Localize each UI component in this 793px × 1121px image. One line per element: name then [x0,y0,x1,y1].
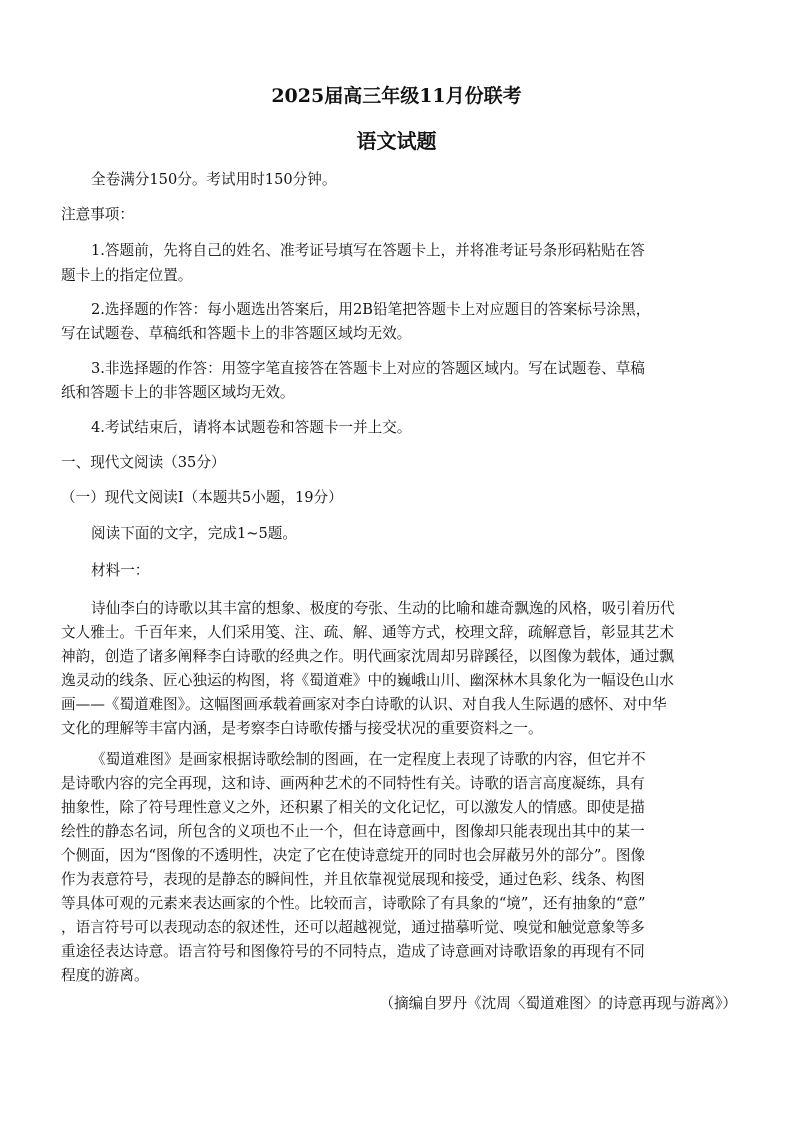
material-p2-line: 是诗歌内容的完全再现，这和诗、画两种艺术的不同特性有关。诗歌的语言高度凝练，具有 [61,775,645,792]
score-time-line: 全卷满分150分。考试用时150分钟。 [91,171,337,188]
notice-2-line-2: 写在试题卷、草稿纸和答题卡上的非答题区域均无效。 [61,325,412,342]
material-p1-line: 逸灵动的线条、匠心独运的构图，将《蜀道难》中的巍峨山川、幽深林木具象化为一幅设色山水 [61,672,674,689]
section-subheading: （一）现代文阅读Ⅰ（本题共5小题，19分） [61,489,343,506]
notice-1-line-1: 1.答题前，先将自己的姓名、准考证号填写在答题卡上，并将准考证号条形码粘贴在答 [91,242,645,259]
section-heading: 一、现代文阅读（35分） [61,454,226,471]
material-p1-line: 神韵，创造了诸多阐释李白诗歌的经典之作。明代画家沈周却另辟蹊径，以图像为载体，通过飘 [61,648,674,665]
subject-title: 语文试题 [356,129,437,153]
notice-2-line-1: 2.选择题的作答：每小题选出答案后，用2B铅笔把答题卡上对应题目的答案标号涂黑， [91,301,651,318]
material-p2-line: 等具体可观的元素来表达画家的个性。比较而言，诗歌除了有具象的“境”，还有抽象的“意” [61,895,646,912]
reading-instruction: 阅读下面的文字，完成1~5题。 [91,525,297,542]
material-p2-line: ，语言符号可以表现动态的叙述性，还可以超越视觉，通过描摹听觉、嗅觉和触觉意象等多 [61,919,645,936]
material-p2-line: 《蜀道难图》是画家根据诗歌绘制的图画，在一定程度上表现了诗歌的内容，但它并不 [91,751,646,768]
material-p2-line: 绘性的静态名词，所包含的义项也不止一个，但在诗意画中，图像却只能表现出其中的某一 [61,823,645,840]
material-p1-line: 诗仙李白的诗歌以其丰富的想象、极度的夸张、生动的比喻和雄奇飘逸的风格，吸引着历代 [91,600,675,617]
notice-1-line-2: 题卡上的指定位置。 [61,267,193,284]
material-p2-line: 个侧面，因为“图像的不透明性，决定了它在使诗意绽开的同时也会屏蔽另外的部分”。图像 [61,847,646,864]
material-p1-line: 文人雅士。千百年来，人们采用笺、注、疏、解、通等方式，校理文辞，疏解意旨，彰显其艺术 [61,624,674,641]
notice-4-line-1: 4.考试结束后，请将本试题卷和答题卡一并上交。 [91,419,412,436]
material-p1-line: 文化的理解等丰富内涵，是考察李白诗歌传播与接受状况的重要资料之一。 [61,720,543,737]
material-p2-line: 程度的游离。 [61,967,149,984]
notice-3-line-1: 3.非选择题的作答：用签字笔直接答在答题卡上对应的答题区域内。写在试题卷、草稿 [91,360,645,377]
material-p2-line: 重途径表达诗意。语言符号和图像符号的不同特点，造成了诗意画对诗歌语象的再现有不同 [61,943,645,960]
notice-heading: 注意事项： [61,206,134,223]
notice-3-line-2: 纸和答题卡上的非答题区域均无效。 [61,384,295,401]
material-p1-line: 画——《蜀道难图》。这幅图画承载着画家对李白诗歌的认识、对自我人生际遇的感怀、对中华 [61,696,667,713]
material-p2-line: 作为表意符号，表现的是静态的瞬间性，并且依靠视觉展现和接受，通过色彩、线条、构图 [61,871,645,888]
material-label: 材料一： [91,562,150,579]
source-citation: （摘编自罗丹《沈周〈蜀道难图〉的诗意再现与游离》） [379,995,737,1012]
exam-title: 2025届高三年级11月份联考 [271,85,522,107]
material-p2-line: 抽象性，除了符号理性意义之外，还积累了相关的文化记忆，可以激发人的情感。即使是描 [61,799,645,816]
